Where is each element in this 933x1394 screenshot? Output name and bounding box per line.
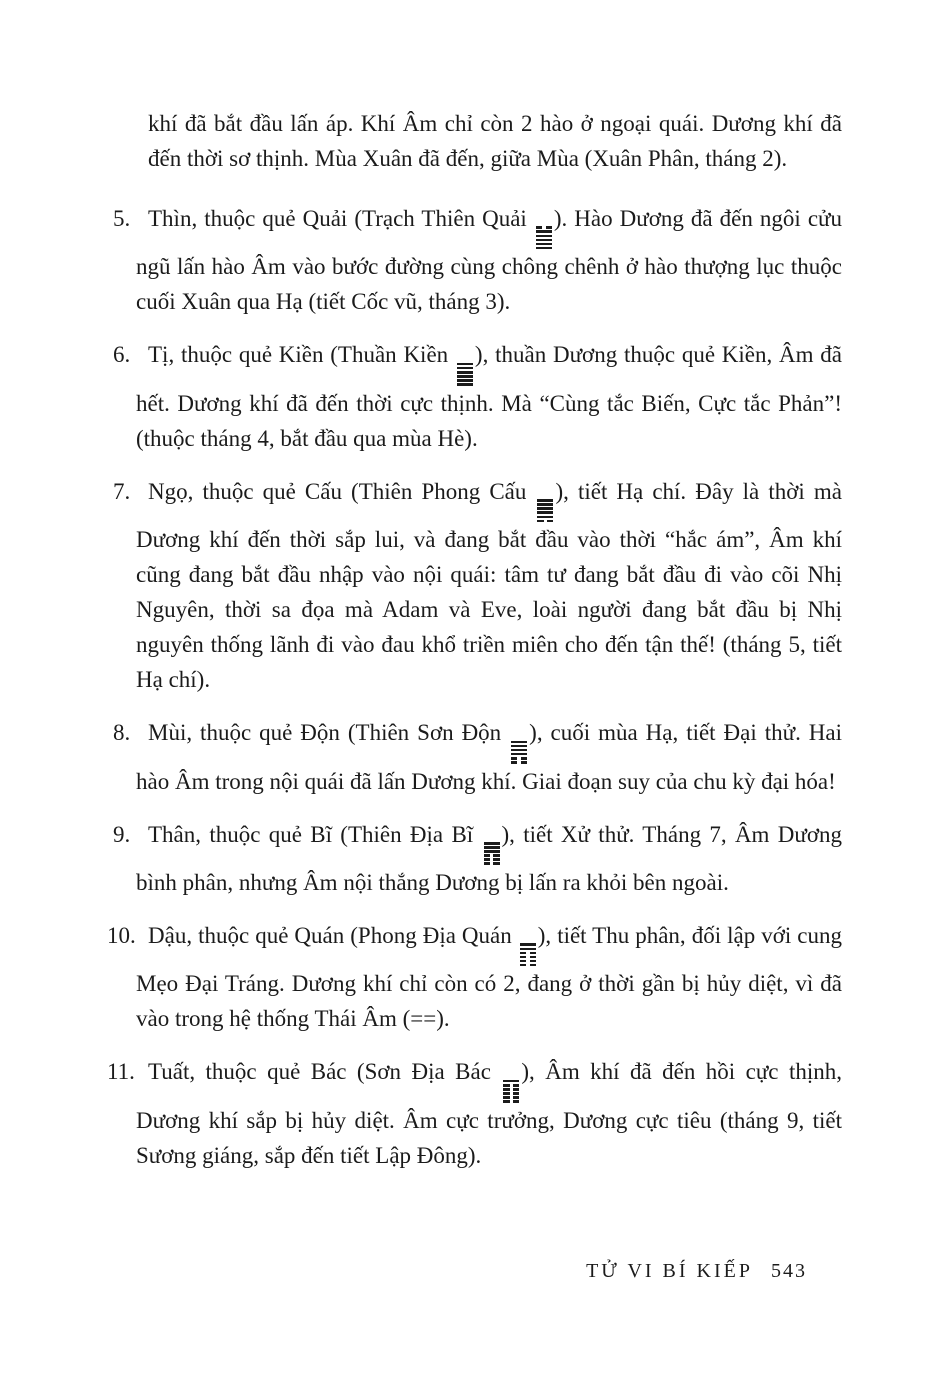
item-text-after: ), tiết Hạ chí. Đây là thời mà Dương khí đến thời sắp lui, và đang bắt đầu vào thời “hắc ám”, Âm khí cũng đang bắt đầu nhập vào nội quái: tâm tư đang bắt đầu đi vào cõi Nhị Nguyên, thời sa đọa mà Adam và Eve, loài người đang bắt đầu bị Nhị nguyên thống lãnh đi vào đau khổ triền miên cho đến tận thế! (tháng 5, tiết Hạ chí). xyxy=(136,478,842,693)
list-item-10 xyxy=(107,918,842,1036)
page-content xyxy=(107,106,843,1191)
item-text-before: Ngọ, thuộc quẻ Cấu (Thiên Phong Cấu xyxy=(148,478,536,504)
hexagram-icon xyxy=(536,226,552,249)
item-text-before: Dậu, thuộc quẻ Quán (Phong Địa Quán xyxy=(148,923,518,949)
page-footer xyxy=(586,1260,807,1283)
item-text-after: ). Hào Dương đã đến ngôi cửu ngũ lấn hào Âm vào bước đường cùng chông chênh ở hào thượng lục thuộc cuối Xuân qua Hạ (tiết Cốc vũ, tháng 3). xyxy=(136,206,843,315)
list-item-6 xyxy=(113,337,842,455)
item-number: 9. xyxy=(113,821,131,847)
list-item-9 xyxy=(113,817,842,900)
item-text-before: Tuất, thuộc quẻ Bác (Sơn Địa Bác xyxy=(148,1059,502,1085)
item-number: 10. xyxy=(107,923,136,949)
item-text-after: ), Âm khí đã đến hồi cực thịnh, Dương khí sắp bị hủy diệt. Âm cực trưởng, Dương cực tiêu (tháng 9, tiết Sương giáng, sắp đến tiết Lập Đông). xyxy=(136,1059,842,1168)
item-number: 6. xyxy=(113,342,131,368)
hexagram-icon xyxy=(537,499,553,522)
item-number: 8. xyxy=(113,720,131,746)
item-text-after: ), tiết Thu phân, đối lập với cung Mẹo Đại Tráng. Dương khí chỉ còn có 2, đang ở thời gần bị hủy diệt, vì đã vào trong hệ thống Thái Âm (==). xyxy=(136,923,842,1032)
list-item-11 xyxy=(107,1054,842,1172)
item-number: 11. xyxy=(107,1059,135,1085)
running-title: TỬ VI BÍ KIẾP xyxy=(586,1260,753,1282)
intro-paragraph: khí đã bắt đầu lấn áp. Khí Âm chỉ còn 2 hào ở ngoại quái. Dương khí đã đến thời sơ thịnh. Mùa Xuân đã đến, giữa Mùa (Xuân Phân, tháng 2). xyxy=(148,111,842,171)
item-text-before: Thân, thuộc quẻ Bĩ (Thiên Địa Bĩ xyxy=(148,821,482,847)
list-item-8 xyxy=(113,715,842,798)
hexagram-icon xyxy=(503,1080,519,1103)
item-text-before: Mùi, thuộc quẻ Độn (Thiên Sơn Độn xyxy=(148,720,510,746)
hexagram-icon xyxy=(457,363,473,386)
hexagram-icon xyxy=(484,842,500,865)
list-item-7 xyxy=(113,474,842,697)
item-text-before: Thìn, thuộc quẻ Quải (Trạch Thiên Quải xyxy=(148,206,534,231)
hexagram-icon xyxy=(511,741,527,764)
list-item-5 xyxy=(113,201,843,319)
item-text-after: ), tiết Xử thử. Tháng 7, Âm Dương bình phân, nhưng Âm nội thắng Dương bị lấn ra khỏi bên ngoài. xyxy=(136,821,842,896)
item-text-after: ), thuần Dương thuộc quẻ Kiền, Âm đã hết. Dương khí đã đến thời cực thịnh. Mà “Cùng tắc Biến, Cực tắc Phản”! (thuộc tháng 4, bắt đầu qua mùa Hè). xyxy=(136,342,842,451)
hexagram-icon xyxy=(520,943,536,966)
item-number: 7. xyxy=(113,478,131,504)
page-number: 543 xyxy=(771,1260,807,1282)
item-number: 5. xyxy=(113,206,131,231)
item-text-before: Tị, thuộc quẻ Kiền (Thuần Kiền xyxy=(148,342,455,368)
item-text-after: ), cuối mùa Hạ, tiết Đại thử. Hai hào Âm trong nội quái đã lấn Dương khí. Giai đoạn suy của chu kỳ đại hóa! xyxy=(136,720,842,794)
